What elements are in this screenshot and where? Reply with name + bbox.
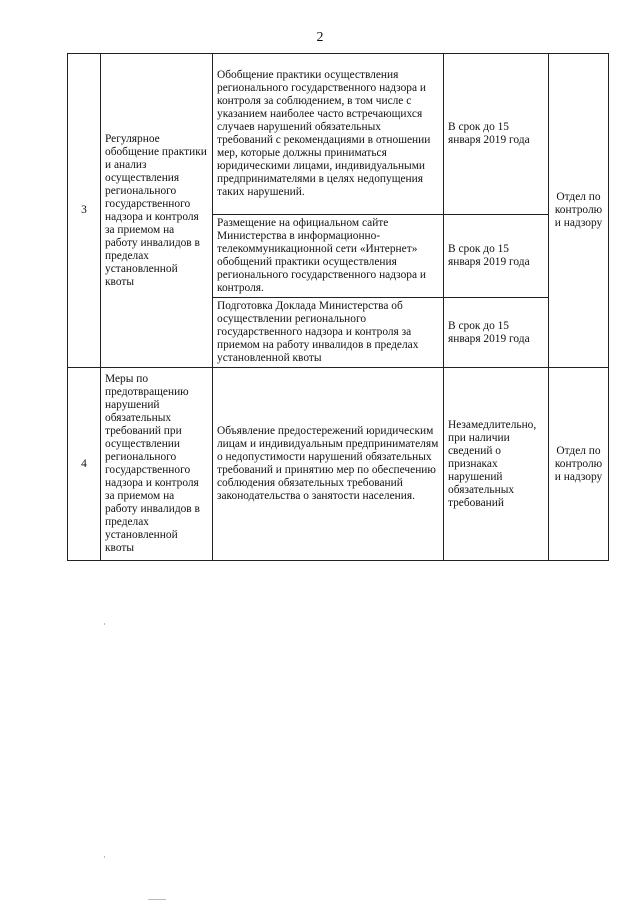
deadline-cell: В срок до 15 января 2019 года	[444, 298, 549, 368]
scan-speck	[104, 623, 105, 625]
measure-cell: Регулярное обобщение практики и анализ осуществления регионального государственного надзора и контроля за приемом на работу инвалидов в пределах установленной квоты	[101, 54, 213, 368]
responsible-cell: Отдел по контролю и надзору	[549, 368, 609, 561]
action-cell: Подготовка Доклада Министерства об осуществлении регионального государственного надзора и контроля за приемом на работу инвалидов в пределах установленной квоты	[213, 298, 444, 368]
activity-plan-table	[67, 53, 609, 561]
deadline-cell: В срок до 15 января 2019 года	[444, 54, 549, 215]
scan-speck	[104, 856, 105, 858]
action-cell: Размещение на официальном сайте Министерства в информационно-телекоммуникационной сети «Интернет» обобщений практики осуществления регионального государственного надзора и контроля.	[213, 215, 444, 298]
measure-cell: Меры по предотвращению нарушений обязательных требований при осуществлении регионального государственного надзора и контроля за приемом на работу инвалидов в пределах установленной квоты	[101, 368, 213, 561]
scan-speck	[148, 899, 166, 900]
action-cell: Объявление предостережений юридическим лицам и индивидуальным предпринимателям о недопустимости нарушений обязательных требований и принятию мер по обеспечению соблюдения обязательных требований законодательства о занятости населения.	[213, 368, 444, 561]
action-cell: Обобщение практики осуществления регионального государственного надзора и контроля за соблюдением, в том числе с указанием наиболее часто встречающихся случаев нарушений обязательных требований с рекомендациями в отношении мер, которые должны приниматься юридическими лицами, индивидуальными предпринимателями в целях недопущения таких нарушений.	[213, 54, 444, 215]
row-number: 3	[68, 54, 101, 368]
deadline-cell: В срок до 15 января 2019 года	[444, 215, 549, 298]
deadline-cell: Незамедлительно, при наличии сведений о признаках нарушений обязательных требований	[444, 368, 549, 561]
table-row	[68, 368, 609, 561]
page-number: 2	[316, 30, 324, 45]
table-row	[68, 54, 609, 215]
responsible-cell: Отдел по контролю и надзору	[549, 54, 609, 368]
row-number: 4	[68, 368, 101, 561]
